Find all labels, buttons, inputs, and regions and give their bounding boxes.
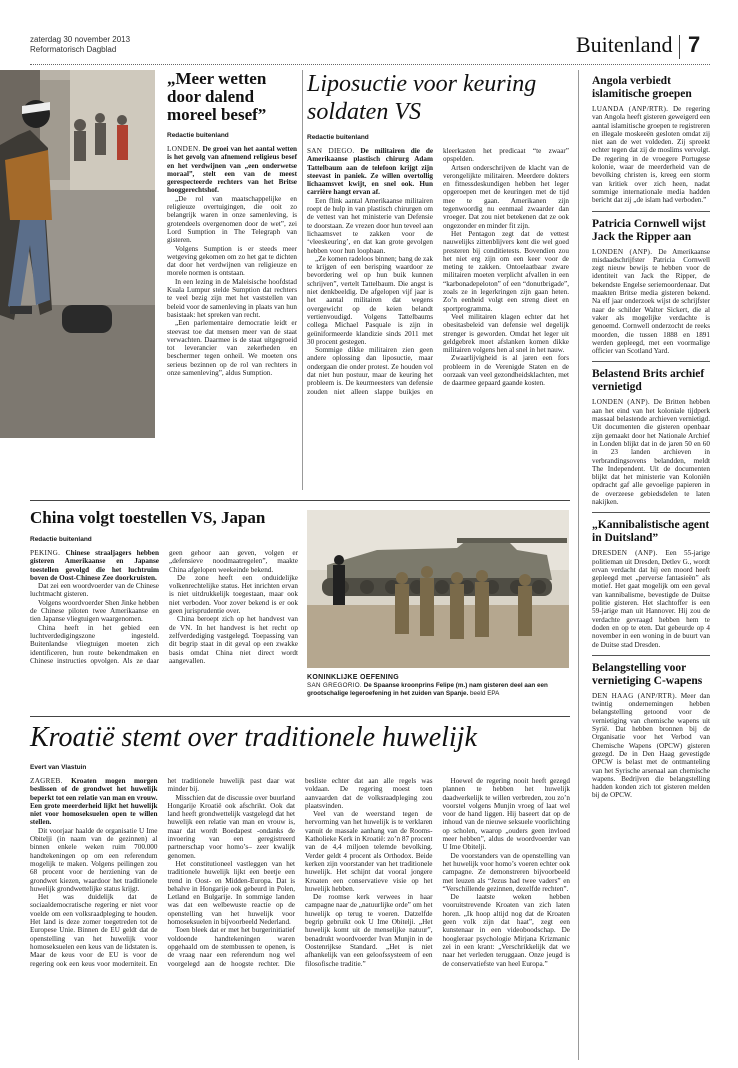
paragraph: Een flink aantal Amerikaanse militairen roept de hulp in van plastisch chirurgen om de vettest van het ministerie van Defensie te doorstaan. Ze vrezen door hun teveel aan lichaamsvet te zakken voor de ‘vleeskeuring’, en dat kan grote gevolgen hebben voor hun loopbaan.	[307, 196, 433, 255]
brief-item	[592, 75, 710, 205]
news-briefs-sidebar	[592, 75, 710, 1060]
paragraph: Het was duidelijk dat de sociaaldemocratische regering er niet voor voelde om een volksraadpleging te houden. Het land is deze zomer toegetreden tot de Europese Unie. Binnen de EU geldt dat de openstelling van het huwelijk voor homoseksuelen een keus van de lidstaten is. Maar de keus voor de EU is voor de regering ook een keus voor moderniteit. En het traditionele huwelijk past daar wat minder bij.	[30, 777, 295, 968]
brief-text: De regering van Angola heeft gisteren geweigerd een aantal islamitische groepen te registreren en illegale moskeeën gesloten omdat zij niet aan de wet voldeden. Zij spreekt echter tegen dat zij de moslims vervolgt. De regering in de vroegere Portugese kolonie, waar de meerderheid van de bevolking christen is, kreeg een storm van kritiek over zich heen, nadat sommige internationale media hadden bericht dat zij „de islam had verboden.”	[592, 105, 710, 205]
brief-item	[592, 211, 710, 356]
military-exercise-photo	[307, 510, 569, 668]
section-title: Buitenland	[576, 32, 673, 57]
column-rule	[302, 70, 303, 490]
protest-photo	[0, 70, 155, 438]
brief-headline: Angola verbiedt islamitische groepen	[592, 75, 692, 100]
article-body	[30, 777, 570, 1067]
column-rule	[578, 70, 579, 1060]
brief-dateline: LONDEN (ANP).	[592, 247, 653, 256]
brief-item	[592, 655, 710, 800]
paragraph: Misschien dat de discussie over buurland Hongarije Kroatië ook afschrikt. Ook dat land heeft grondwettelijk vastgelegd dat het huwelijk een relatie van man en vrouw is, maar dat wordt Boedapest -ondanks de invoering van een geregistreerd partnerschap voor homo’s– zeer kwalijk genomen.	[167, 793, 295, 860]
paragraph: Het Pentagon zegt dat de vettest nauwelijks zittenblijvers kent die wel goed presteren bij conditietests. Bovendien zou het niet erg zijn om een keer voor de meting te zakken. Ontoelaatbaar zware militairen moeten verplicht afvallen in een “karbonadepeloton” of een “donutbrigade”, zoals ze in legerkringen zijn gaan heten. Zo’n eenheid volgt een streng dieet en sportprogramma.	[443, 229, 569, 313]
caption-text: De Spaanse kroonprins Felipe (m.) nam gisteren deel aan een grootschalige legeroefening in het zuiden van Spanje.	[307, 682, 548, 697]
brief-text: Meer dan twintig ondernemingen hebben belangstelling getoond voor de vernietiging van chemische wapens uit Syrië. Dat hebben bronnen bij de Organisatie voor het Verbod van Chemische Wapens (OPCW) gisteren gezegd. De in Den Haag gevestigde OPCW is belast met de ontmanteling van het Syrische arsenaal aan chemische wapens. Bedrijven die belangstelling hadden konden zich tot gisteren melden bij de OPCW.	[592, 691, 710, 800]
brief-headline: Belastend Brits archief vernietigd	[592, 368, 705, 394]
article-china	[30, 508, 298, 699]
paragraph: De roomse kerk verwees in haar campagne naar de „natuurlijke orde” om het huwelijk op terug te voeren. Datzelfde begrip gebruikt ook U Ime Obitelji. „Het huwelijk komt uit de menselijke natuur”, benadrukt woordvoerder Ivan Munjin in de Oostenrijkse Standard. „Het is niet afhankelijk van een geloofssysteem of een filosofische traditie.”	[305, 893, 433, 968]
article-body	[307, 147, 569, 477]
article-headline: Kroatië stemt over traditionele huwelijk	[30, 722, 477, 753]
article-body	[167, 145, 297, 377]
article-moral-laws	[167, 70, 297, 377]
brief-headline: „Kannibalistische agent in Duitsland”	[592, 519, 710, 545]
paragraph: Volgens woordvoerder Shen Jinke hebben de Chinese piloten twee Amerikaanse en tien Japanse vliegtuigen waargenomen.	[30, 598, 159, 624]
article-lead: De groei van het aantal wetten is het gevolg van afnemend religieus besef en het verdwijnen van „een onderwetse moraal”, stelt een van de meest gerespecteerde rechters van het Britse hooggerechtshof.	[167, 145, 298, 195]
paragraph: „Een parlementaire democratie leidt er steevast toe dat mensen meer van de staat verwachten. Daarmee is de staat uitgegroeid tot leverancier van zekerheden en beschermer tegen onheil. We moeten ons serieus bezinnen op de rol van rechters in onze samenleving”, aldus Sumption.	[167, 319, 297, 378]
article-headline: China volgt toestellen VS, Japan	[30, 508, 266, 527]
brief-dateline: LUANDA (ANP/RTR).	[592, 105, 669, 113]
brief-dateline: LONDEN (ANP).	[592, 398, 651, 407]
paragraph: China beroept zich op het handvest van de VN. In het handvest is het recht op zelfverdediging vastgelegd. Toepassing van dit begrip staat in dit geval op een zwakke basis omdat China niet direct wordt aangevallen.	[169, 615, 298, 665]
article-headline: Liposuctie voor keuring soldaten VS	[307, 71, 537, 125]
brief-dateline: DEN HAAG (ANP/RTR).	[592, 691, 678, 700]
brief-headline: Belangstelling voor vernietiging C-wapens	[592, 661, 703, 687]
paragraph: China heeft in het gebied een luchtverdedigingszone ingesteld. Buitenlandse vliegtuigen moeten zich identificeren, hun route bekendmaken en Chinese instructies opvolgen. Als ze daar geen gehoor aan geven, volgen er „defensieve noodmaatregelen”, maakte China afgelopen weekeinde bekend.	[30, 549, 298, 665]
paragraph: De laatste weken hebben vooruitstrevende Kroaten van zich laten horen. „Ik hoop altijd nog dat de Kroaten geen volk zijn dat haat”, zegt een kunstenaar in een videoboodschap. De hoogleraar psychologie Mirjana Krizmanic zei in een krant: „Verschrikkelijk dat we naar het verleden teruggaan. Onze jeugd is de conservatiefste van heel Europa.”	[442, 893, 570, 968]
article-lead: De militairen die de Amerikaanse plastisch chirurg Adam Tattelbaum aan de telefoon krijgt zijn steevast in paniek. Ze willen overtollig lichaamsvet kwijt, en snel ook. Hun carrière hangt ervan af.	[307, 147, 434, 197]
photo-caption	[307, 674, 569, 698]
article-lead: Chinese straaljagers hebben gisteren Amerikaanse en Japanse toestellen gevolgd die het luchtruim boven de Oost-Chinese Zee doorkruisten.	[30, 549, 159, 582]
dateline: SAN DIEGO.	[307, 147, 355, 155]
section-rule	[30, 500, 570, 501]
article-lead: Kroaten mogen morgen beslissen of de grondwet het huwelijk beperkt tot een relatie van man en vrouw. Een grote meerderheid lijkt het huwelijk niet voor homoseksuelen open te willen stellen.	[30, 777, 158, 827]
photo-credit: beeld EPA	[470, 690, 500, 697]
paragraph: „Ze komen radeloos binnen; bang de zak te krijgen of een berisping waardoor ze bevordering wel op hun buik kunnen schrijven”, vertelt Tattelbaum. Die angst is niet denkbeeldig. De afgelopen vijf jaar is het aantal militairen dat wegens overgewicht op de keien belandt vertienvoudigd. Volgens Tattelbaums collega Michael Pasquale is zijn in geüniformeerde klandizie sinds 2011 met 30 procent gestegen.	[307, 254, 433, 346]
paragraph: Veel van de weerstand tegen de hervorming van het huwelijk is te verklaren vanuit de massale aanhang van de Rooms-Katholieke Kerk in Kroatië: zo’n 87 procent van de 4,4 miljoen telemde bevolking. Verder geldt 4 procent als Orthodox. Beide kerken zijn voorstander van het traditionele huwelijk. Het schijnt dat vooral jongere Kroaten een conservatieve visie op het huwelijk hebben.	[305, 810, 433, 893]
paragraph: Het constitutioneel vastleggen van het traditionele huwelijk lijkt een beetje een trend in Oost- en Midden-Europa. Dat is behalve in Hongarije ook gebeurd in Polen, Letland en Bulgarije. In sommige landen was dat een welbewuste reactie op de openstelling van het huwelijk voor homoseksuelen in bijvoorbeeld Nederland.	[167, 859, 295, 927]
brief-text: De Amerikaanse misdaadschrijfster Patricia Cornwell zegt nieuw bewijs te hebben voor de identiteit van Jack the Ripper, de bekendste Engelse seriemoordenaar. Dat maakten Britse media gisteren bekend. Na elf jaar onderzoek wijst de schrijfster naar de schilder Walter Sickert, die al vaker als mogelijke verdachte is genoemd. Cornwell onderzocht de reeks moorden, die tussen 1888 en 1891 werden gepleegd, met een voormalige officier van Scotland Yard.	[592, 247, 710, 356]
article-croatia	[30, 722, 570, 1067]
brief-item	[592, 361, 710, 506]
dateline: PEKING.	[30, 549, 61, 557]
brief-headline: Patricia Cornwell wijst Jack the Ripper aan	[592, 217, 706, 243]
page-number: 7	[688, 32, 701, 57]
brief-text: De Britten hebben aan het eind van het koloniale tijdperk massaal belastende archieven vernietigd. Uit documenten die gisteren openbaar zijn gemaakt door het Nationale Archief in Londen blijkt dat in de jaren 50 en 60 in 23 landen archieven in verbrandingsovens belandden, meldt The Independent. Uit de documenten blijkt dat het ministerie van Koloniën opdracht gaf alle gevoelige papieren in de overzeese gebiedsdelen te laten nakijken.	[592, 398, 710, 506]
paragraph: De zone heeft een onduidelijke volkenrechtelijke status. Het inrichten ervan is niet uitdrukkelijk toegestaan, maar ook niet verboden. Voor zover bekend is er ook geen jurisprudentie over.	[169, 573, 298, 616]
byline: Redactie buitenland	[167, 132, 229, 139]
brief-item	[592, 512, 710, 649]
paragraph: Veel militairen klagen echter dat het obesitasbeleid van defensie wel degelijk strenger is geworden. Omdat het leger uit geldgebrek moet afslanken komen dikke militairen volgens hen al snel in het nauw.	[443, 312, 569, 355]
newspaper-name: Reformatorisch Dagblad	[30, 45, 117, 54]
paragraph: Dat zei een woordvoerder van de Chinese luchtmacht gisteren.	[30, 582, 159, 599]
paragraph: Sommige dikke militairen zien geen andere oplossing dan liposuctie, maar ondergaan die onder protest. Ze houden vol dat niet hun postuur, maar de keuring het probleem is. De keurmeesters van defensie zouden niet alleen slappe buikjes en kleerkasten het predicaat “te zwaar” opspelden.	[307, 147, 569, 396]
paragraph: Hoewel de regering nooit heeft gezegd plannen te hebben het huwelijk daadwerkelijk te willen verbreden, zou zo’n voorstel volgens Munjin vroeg of laat wel voor de hand liggen. Hij baseert dat op de inhoud van de nieuwe seksuele voorlichting op scholen, waarop „ouders geen invloed meer hebben”, aldus de woordvoerder van U Ime Obitelji.	[442, 777, 570, 852]
paragraph: Artsen onderschrijven de klacht van de verongelijkte militairen. Meerdere dokters en fitnessdeskundigen hebben het leger opgeroepen met de keuringen met de tijd mee te gaan. Amerikanen zijn tegenwoordig nu eenmaal zwaarder dan vroeger. Dat zou niet betekenen dat ze ook ongezonder en minder fit zijn.	[443, 163, 569, 230]
paragraph: De voorstanders van de openstelling van het huwelijk voor homo’s voeren echter ook campagne. Ze demonstreren bijvoorbeeld met leuzen als “Jezus had twee vaders” en “Verschillende gezinnen, dezelfde rechten”.	[442, 851, 570, 893]
byline: Redactie buitenland	[30, 536, 92, 543]
article-liposuction	[307, 70, 569, 477]
paragraph: „De rol van maatschappelijke en religieuze overtuigingen, die ooit zo belangrijk waren in onze samenleving, is grotendeels overgenomen door de wet”, zei Lord Sumption in The Telegraph van gisteren.	[167, 194, 297, 245]
header-divider	[679, 35, 680, 59]
issue-date: zaterdag 30 november 2013	[30, 35, 131, 44]
paragraph: In een lezing in de Maleisische hoofdstad Kuala Lumpur stelde Sumption dat rechters te veel bezig zijn met het vaststellen van beleid voor de samenleving in plaats van hun basistaak: het spreken van recht.	[167, 277, 297, 319]
header-rule	[30, 64, 710, 65]
caption-dateline: SAN GREGORIO.	[307, 682, 362, 689]
brief-dateline: DRESDEN (ANP).	[592, 549, 658, 558]
paragraph: Dit voorjaar haalde de organisatie U Ime Obitelji (in naam van de gezinnen) al binnen enkele weken ruim 700.000 handtekeningen op om een referendum mogelijk te maken. Volgens peilingen zou 68 procent voor de herziening van de grondwet kiezen, waardoor het traditionele huwelijk grondwettelijke status krijgt.	[30, 826, 158, 893]
paragraph: Zwaarlijvigheid is al jaren een fors probleem in de Verenigde Staten en de oorzaak van veel gezondheidsklachten, met de daarmee gepaard gaande kosten.	[443, 354, 569, 388]
paragraph: Volgens Sumption is er steeds meer wetgeving gekomen om zo het gat te dichten dat door het verdwijnen van religieuze en morele normen is ontstaan.	[167, 244, 297, 278]
dateline: LONDEN.	[167, 145, 201, 153]
article-headline: „Meer wetten door dalend moreel besef”	[167, 69, 267, 124]
byline: Redactie buitenland	[307, 134, 369, 141]
section-rule	[30, 716, 570, 717]
dateline: ZAGREB.	[30, 777, 63, 785]
byline: Evert van Vlastuin	[30, 764, 87, 771]
paragraph: Toen bleek dat er met het burgerinitiatief voldoende handtekeningen waren opgehaald om de stembussen te openen, is de vraag naar een referendum nog wel voorgelegd aan de hoogste rechter. Die besliste echter dat aan alle regels was voldaan. De regering moest toen aanvaarden dat de volksraadpleging zou plaatsvinden.	[167, 777, 433, 968]
brief-text: Een 55-jarige politieman uit Dresden, Detlev G., wordt ervan verdacht dat hij een moord heeft gepleegd met „perverse fantasieën” als motief. Het gaat mogelijk om een geval van kannibalisme, bevestigde de Duitse politie gisteren. Het slachtoffer is een 59-jarige man uit Hannover. Hij zou de verdachte gevraagd hebben hem te doden en op te eten. Dat gebeurde op 4 november in een woning in de buurt van de Duitse stad Dresden.	[592, 549, 710, 649]
caption-heading: KONINKLIJKE OEFENING	[307, 674, 399, 681]
article-body	[30, 549, 298, 699]
